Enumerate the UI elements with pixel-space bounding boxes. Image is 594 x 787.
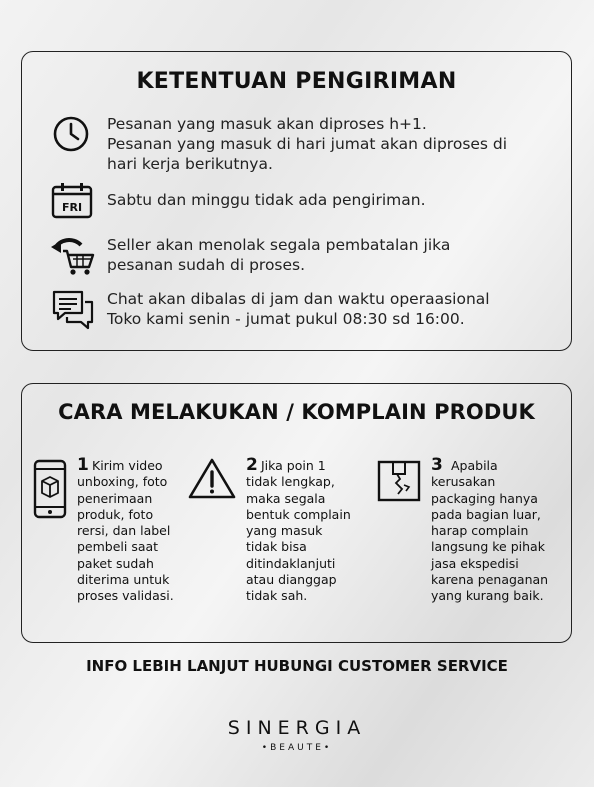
- brand-logo-name: SINERGIA: [227, 717, 367, 739]
- rule-line: Toko kami senin - jumat pukul 08:30 sd 16:00.: [107, 310, 465, 328]
- shipping-terms-title: KETENTUAN PENGIRIMAN: [136, 69, 457, 94]
- customer-service-info: INFO LEBIH LANJUT HUBUNGI CUSTOMER SERVICE: [86, 657, 508, 675]
- step-text: Kirim video unboxing, foto penerimaan produk, foto rersi, dan label pembeli saat paket sudah diterima untuk proses validasi.: [77, 458, 174, 604]
- step-number: 2: [246, 455, 258, 475]
- rule-line: Chat akan dibalas di jam dan waktu operaasional: [107, 290, 490, 308]
- rule-text: [107, 114, 537, 174]
- rule-line: pesanan sudah di proses.: [107, 256, 306, 274]
- rule-line: Seller akan menolak segala pembatalan jika: [107, 236, 451, 254]
- rule-line: Sabtu dan minggu tidak ada pengiriman.: [107, 191, 426, 209]
- rule-line: hari kerja berikutnya.: [107, 155, 273, 173]
- rule-line: Pesanan yang masuk akan diproses h+1.: [107, 115, 427, 133]
- step-number: 3: [431, 455, 443, 475]
- damaged-box-icon: [376, 459, 422, 503]
- phone-box-icon: [33, 459, 69, 519]
- step-text: Jika poin 1 tidak lengkap, maka segala bentuk complain yang masuk tidak bisa ditindaklanjuti atau dianggap tidak sah.: [246, 458, 351, 604]
- svg-text:FRI: FRI: [61, 201, 83, 214]
- warning-icon: [187, 457, 237, 501]
- rule-text: [107, 190, 537, 210]
- complaint-card: [21, 383, 572, 643]
- rule-line: Pesanan yang masuk di hari jumat akan diproses di: [107, 135, 508, 153]
- clock-icon: [51, 114, 95, 158]
- chat-icon: [51, 289, 95, 333]
- step-text: Apabila kerusakan packaging hanya pada bagian luar, harap complain langsung ke pihak jasa ekspedisi karena penaganan yang kurang baik.: [431, 458, 549, 604]
- calendar-fri-icon: [51, 181, 95, 225]
- cart-return-icon: [51, 233, 95, 277]
- brand-logo-subtitle: •BEAUTE•: [261, 743, 333, 753]
- shipping-terms-card: [21, 51, 572, 351]
- step-number: 1: [77, 455, 89, 475]
- rule-text: [107, 289, 537, 329]
- complaint-title: CARA MELAKUKAN / KOMPLAIN PRODUK: [58, 400, 535, 424]
- rule-text: [107, 235, 537, 275]
